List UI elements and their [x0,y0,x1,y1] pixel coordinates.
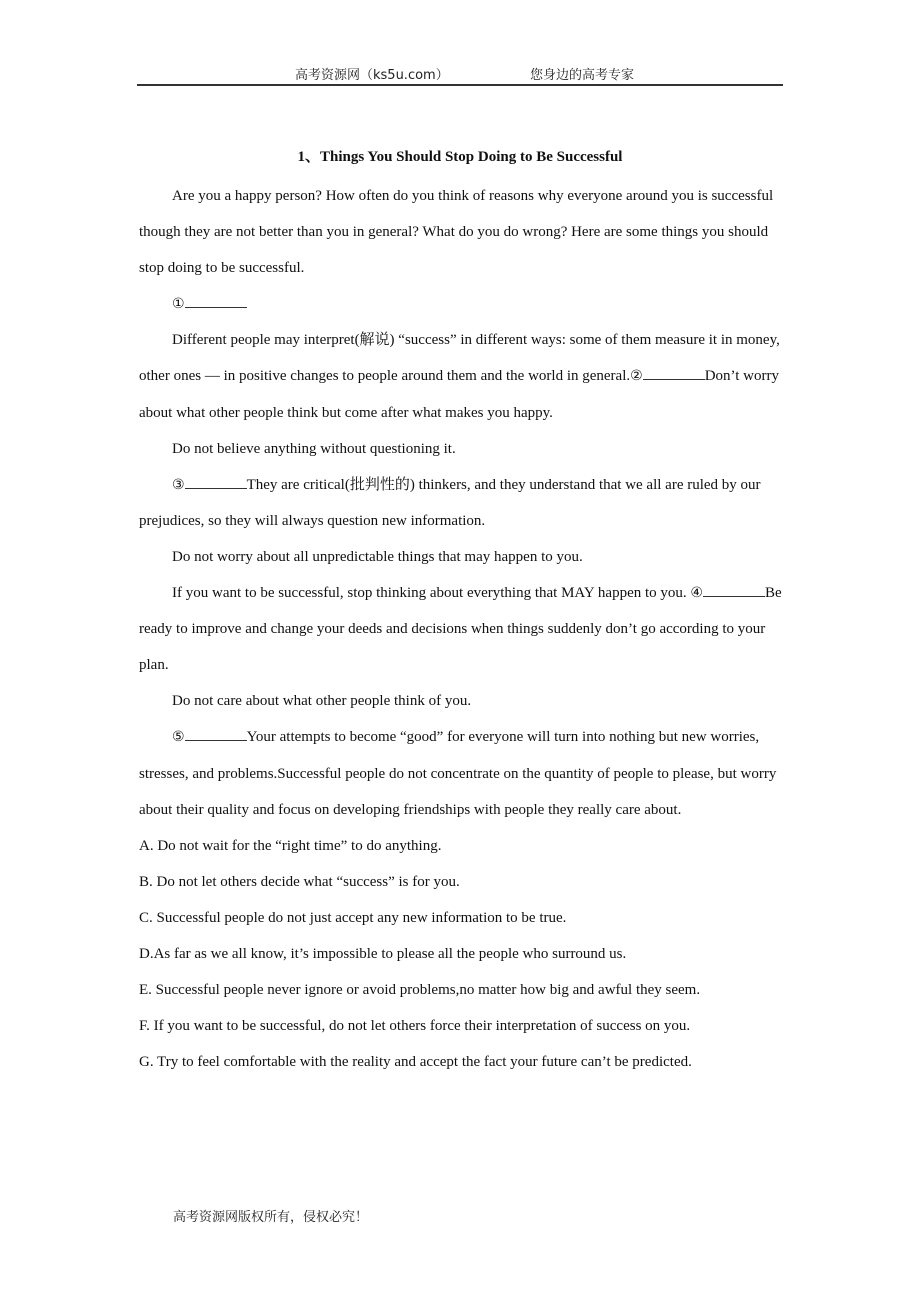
intro-paragraph: Are you a happy person? How often do you think of reasons why everyone around you is successful though they are not better than you in general? What do you do wrong? Here are some things you should stop doing to be successful. [139,188,774,277]
answer-blank-5[interactable] [185,726,247,741]
paragraph-4-after: Your attempts to become “good” for everyone will turn into nothing but new worries, stresses, and problems.Successful people do not concentrate on the quantity of people to please, but worry about their quality and focus on developing friendships with people they really care about. [139,729,777,818]
passage-body [139,178,785,1080]
option-e: E. Successful people never ignore or avoid problems,no matter how big and awful they seem. [139,982,701,999]
option-b: B. Do not let others decide what “success” is for you. [139,873,460,890]
paragraph-1-text: Different people may interpret(解说) “success” in different ways: some of them measure it in money, other ones — in positive changes to people around them and the world in general. [139,332,780,385]
blank-number-3: ③ [172,476,185,493]
page-header [137,64,783,86]
answer-blank-2[interactable] [643,365,705,380]
page-footer: 高考资源网版权所有，侵权必究！ [173,1210,369,1225]
blank-1-line [139,286,785,322]
header-site-name: 高考资源网（ks5u.com） [295,68,449,83]
option-a: A. Do not wait for the “right time” to do anything. [139,837,442,854]
header-slogan: 您身边的高考专家 [530,68,635,83]
passage-title: 1、Things You Should Stop Doing to Be Successful [297,149,623,165]
option-c: C. Successful people do not just accept any new information to be true. [139,909,567,926]
blank-number-4: ④ [690,585,703,602]
blank-number-1: ① [172,296,185,313]
section-heading-4: Do not care about what other people think of you. [172,693,472,710]
paragraph-1 [139,322,785,430]
section-heading-3: Do not worry about all unpredictable things that may happen to you. [172,548,583,565]
blank-number-2: ② [630,368,643,385]
paragraph-3-text: If you want to be successful, stop thinking about everything that MAY happen to you. [172,585,691,602]
header-divider [137,84,783,86]
paragraph-2-after: They are critical(批判性的) thinkers, and they understand that we all are ruled by our prejudices, so they will always question new information. [139,476,761,529]
option-d: D.As far as we all know, it’s impossible to please all the people who surround us. [139,945,627,962]
answer-blank-4[interactable] [703,582,765,597]
option-f: F. If you want to be successful, do not let others force their interpretation of success on you. [139,1018,691,1035]
blank-number-5: ⑤ [172,729,185,746]
paragraph-3 [139,575,785,683]
answer-blank-1[interactable] [185,293,247,308]
answer-blank-3[interactable] [185,474,247,489]
option-g: G. Try to feel comfortable with the reality and accept the fact your future can’t be predicted. [139,1054,692,1071]
paragraph-1-after: Don’t worry about what other people think but come after what makes you happy. [139,368,779,421]
paragraph-4 [139,719,785,827]
paragraph-2 [139,467,785,539]
section-heading-2: Do not believe anything without questioning it. [172,440,456,457]
paragraph-3-after: Be ready to improve and change your deeds and decisions when things suddenly don’t go according to your plan. [139,585,782,674]
